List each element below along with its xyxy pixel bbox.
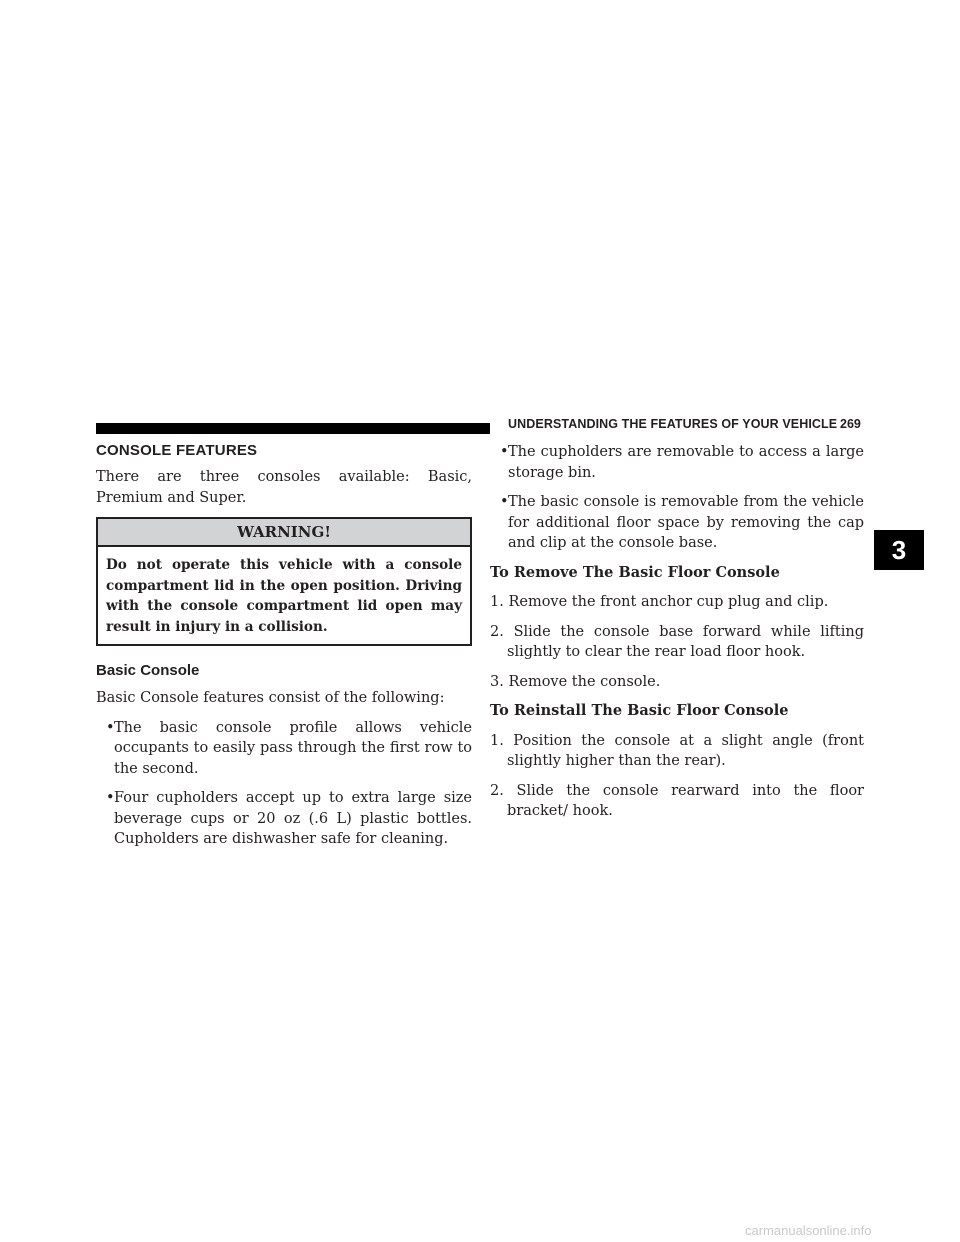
remove-step: 3. Remove the console.: [490, 673, 661, 690]
warning-title: WARNING!: [98, 519, 470, 547]
remove-step: 1. Remove the front anchor cup plug and clip.: [490, 594, 829, 610]
chapter-tab: 3: [874, 530, 924, 570]
subsection-intro: Basic Console features consist of the following:: [96, 690, 445, 706]
header-rule: [96, 423, 490, 434]
bullet-icon: •: [106, 719, 115, 736]
section-heading: CONSOLE FEATURES: [96, 442, 258, 459]
subsection-heading: Basic Console: [96, 662, 200, 679]
reinstall-heading: To Reinstall The Basic Floor Console: [490, 702, 789, 719]
reinstall-step: 2. Slide the console rearward into the floor bracket/ hook.: [490, 782, 864, 819]
warning-box: [96, 517, 472, 646]
bullet-icon: •: [500, 444, 509, 460]
bullet-item: •Four cupholders accept up to extra large size beverage cups or 20 oz (.6 L) plastic bottles. Cupholders are dishwasher safe for cleaning.: [106, 790, 472, 847]
running-header-title: UNDERSTANDING THE FEATURES OF YOUR VEHICLE: [508, 417, 838, 431]
bullet-item: •The cupholders are removable to access a large storage bin.: [500, 444, 864, 481]
intro-paragraph: There are three consoles available: Basic, Premium and Super.: [96, 469, 472, 506]
warning-body: Do not operate this vehicle with a console compartment lid in the open position. Driving with the console compartment lid open may result in injury in a collision.: [106, 557, 462, 635]
page-number: 269: [840, 417, 861, 431]
bullet-icon: •: [106, 790, 115, 806]
bullet-item: •The basic console profile allows vehicle occupants to easily pass through the first row to the second.: [106, 719, 472, 777]
reinstall-step: 1. Position the console at a slight angle (front slightly higher than the rear).: [490, 732, 864, 769]
left-column: [96, 442, 472, 859]
watermark: carmanualsonline.info: [745, 1223, 872, 1238]
remove-heading: To Remove The Basic Floor Console: [490, 563, 780, 581]
bullet-item: •The basic console is removable from the vehicle for additional floor space by removing the cap and clip at the console base.: [500, 494, 864, 551]
right-column: [490, 442, 864, 831]
bullet-icon: •: [500, 494, 509, 510]
remove-step: 2. Slide the console base forward while lifting slightly to clear the rear load floor hook.: [490, 623, 864, 660]
